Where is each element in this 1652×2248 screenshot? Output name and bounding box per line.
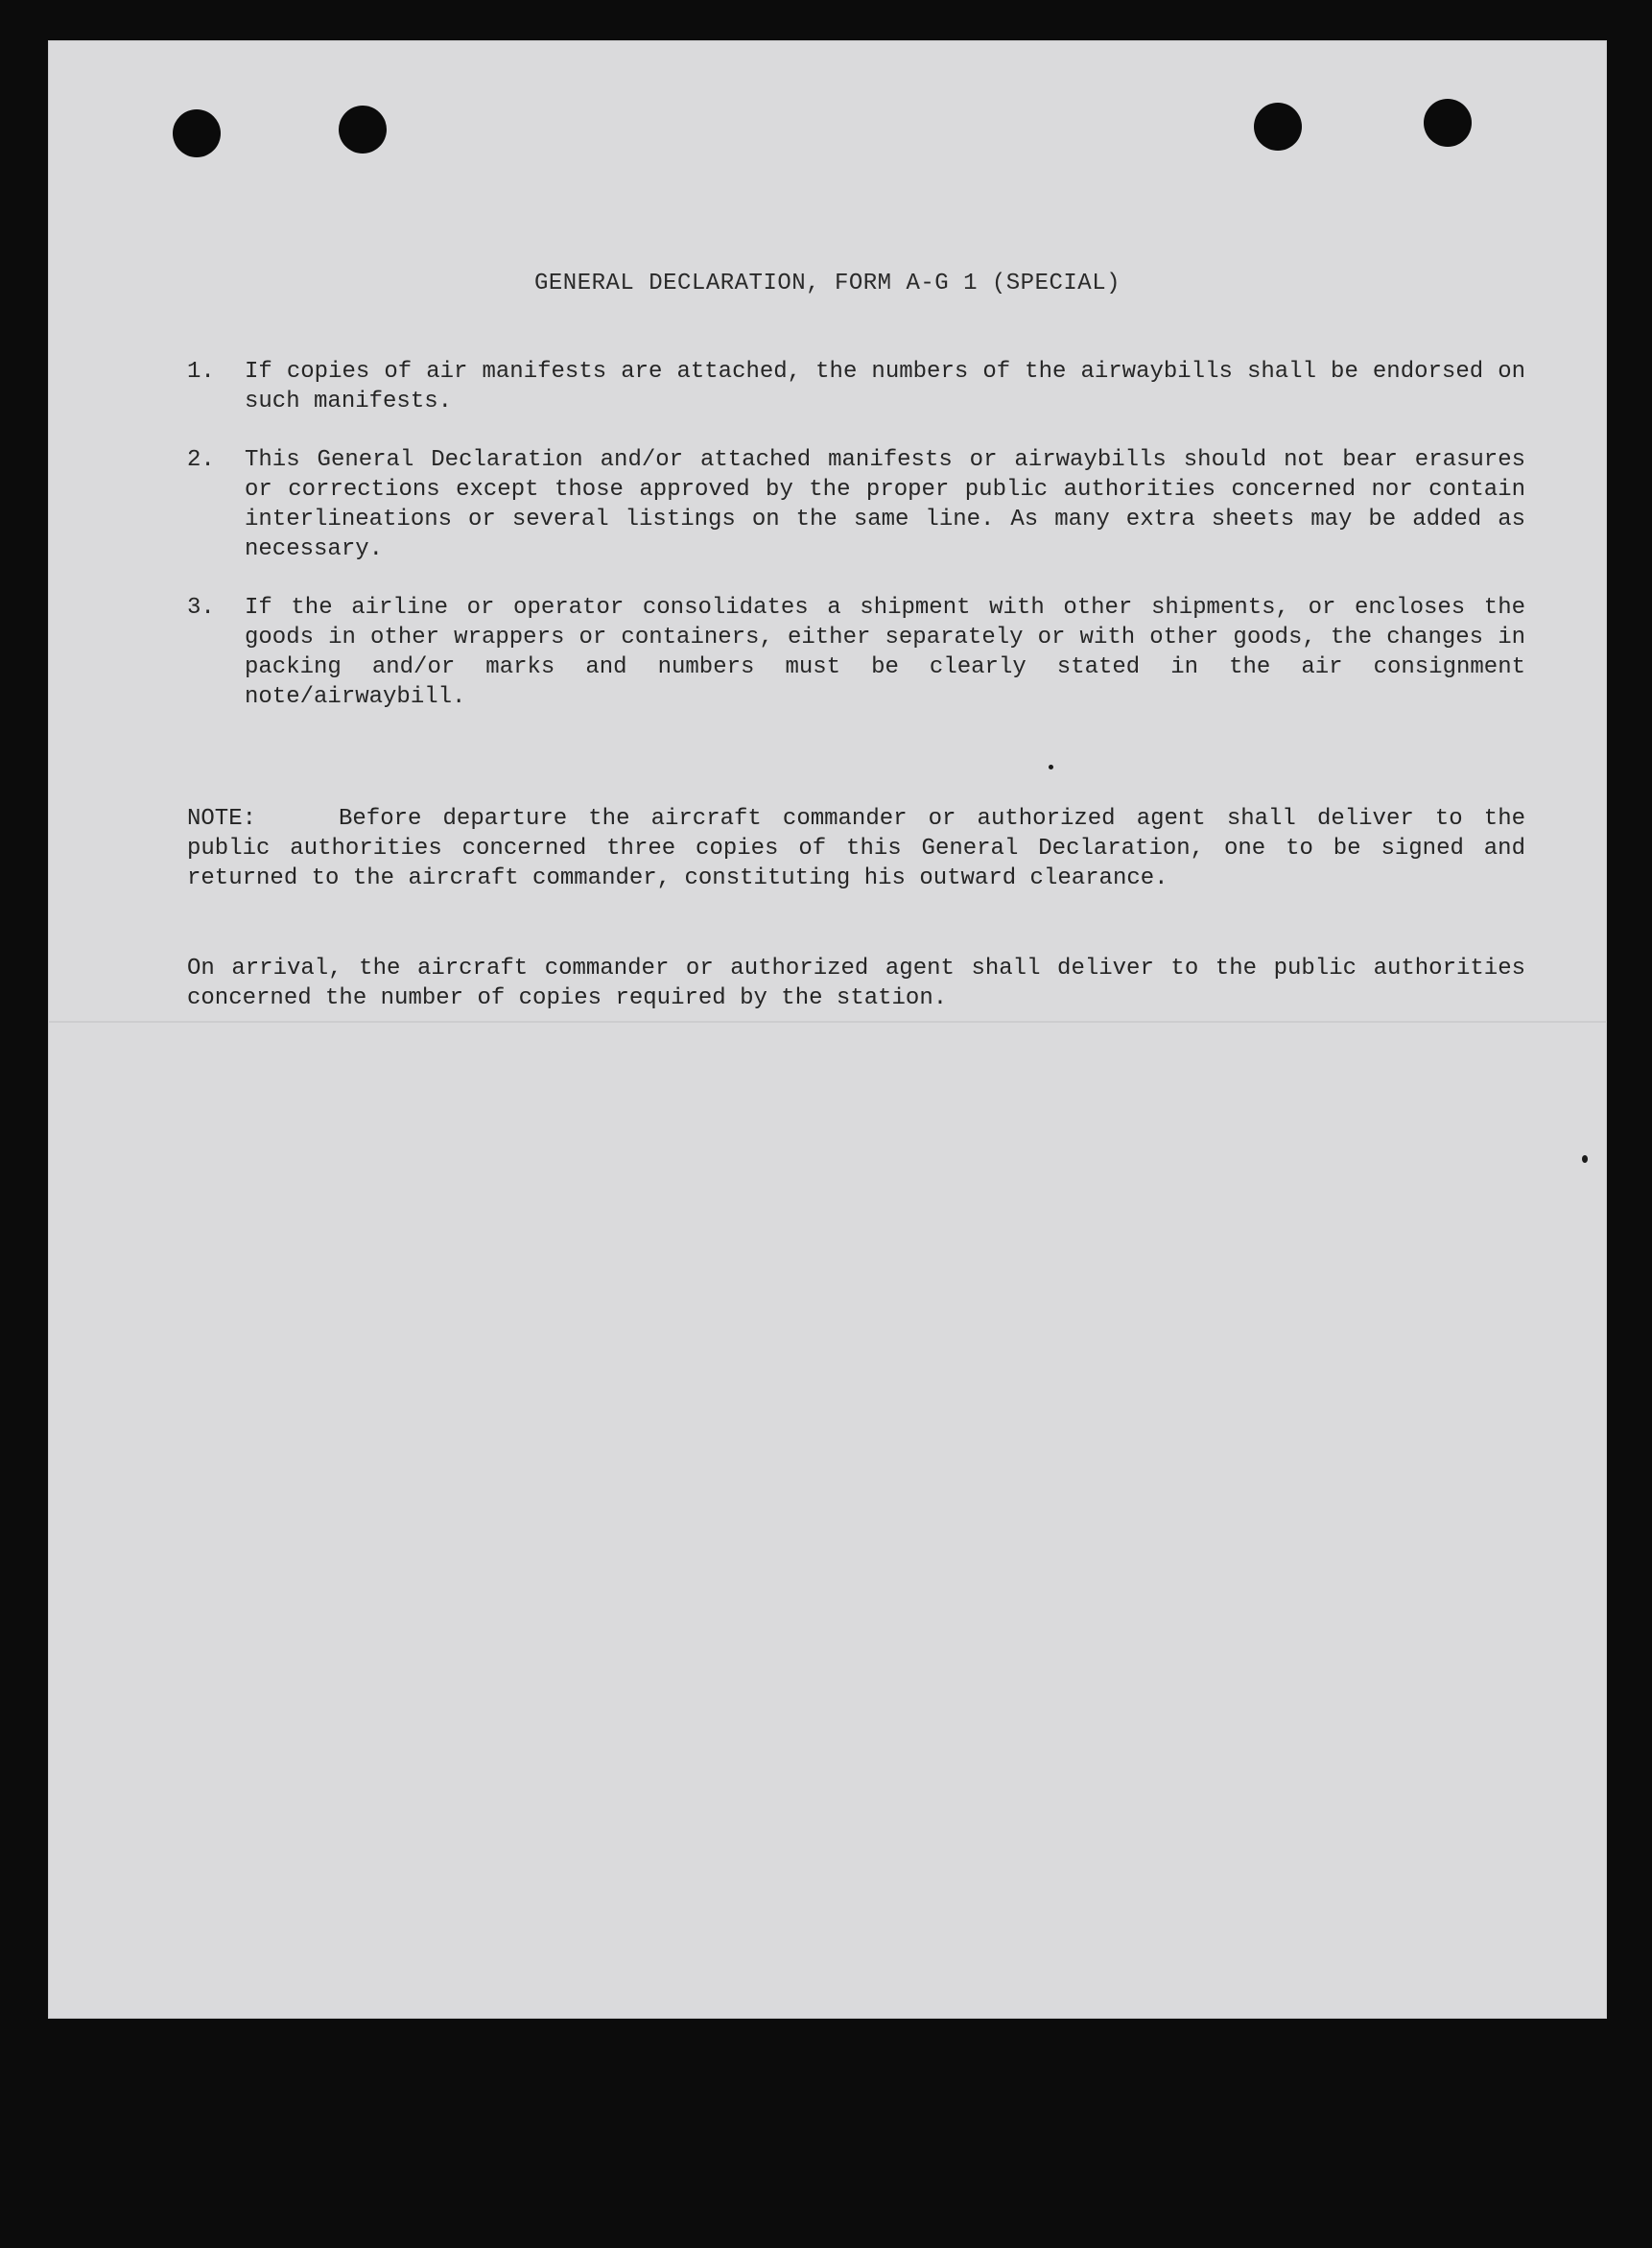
page-fold-line: [48, 1021, 1607, 1023]
punch-hole-icon: [1254, 103, 1302, 151]
note-text: Before departure the aircraft commander or authorized agent shall deliver to the public authorities concerned three copies of this General Declaration, one to be signed and returned to the aircraft commander, constituting his outward clearance.: [187, 806, 1525, 891]
instruction-number: 1.: [187, 359, 215, 385]
punch-hole-icon: [339, 106, 387, 154]
ink-speck-icon: [1582, 1155, 1588, 1163]
ink-speck-icon: [1049, 765, 1053, 769]
instruction-number: 2.: [187, 447, 215, 473]
instruction-list: [187, 357, 1525, 741]
document-page: [48, 40, 1607, 2019]
note-label: NOTE:: [187, 806, 257, 832]
note-paragraph: [187, 804, 1525, 893]
instruction-item-2: [187, 445, 1525, 564]
instruction-text: If the airline or operator consolidates a shipment with other shipments, or encloses the goods in other wrappers or containers, either separately or with other goods, the changes in packing and/or marks and numbers must be clearly stated in the air consignment note/airwaybill.: [245, 595, 1525, 710]
arrival-text: On arrival, the aircraft commander or authorized agent shall deliver to the public authorities concerned the number of copies required by the station.: [187, 956, 1525, 1011]
arrival-paragraph: [187, 954, 1525, 1013]
punch-hole-icon: [1424, 99, 1472, 147]
instruction-number: 3.: [187, 595, 215, 621]
instruction-text: This General Declaration and/or attached manifests or airwaybills should not bear erasures or corrections except those approved by the proper public authorities concerned nor contain interlineations or several listings on the same line. As many extra sheets may be added as necessary.: [245, 447, 1525, 562]
document-title: GENERAL DECLARATION, FORM A-G 1 (SPECIAL): [534, 271, 1121, 296]
instruction-item-1: [187, 357, 1525, 416]
instruction-text: If copies of air manifests are attached, the numbers of the airwaybills shall be endorsed on such manifests.: [245, 359, 1525, 414]
punch-hole-icon: [173, 109, 221, 157]
instruction-item-3: [187, 593, 1525, 712]
